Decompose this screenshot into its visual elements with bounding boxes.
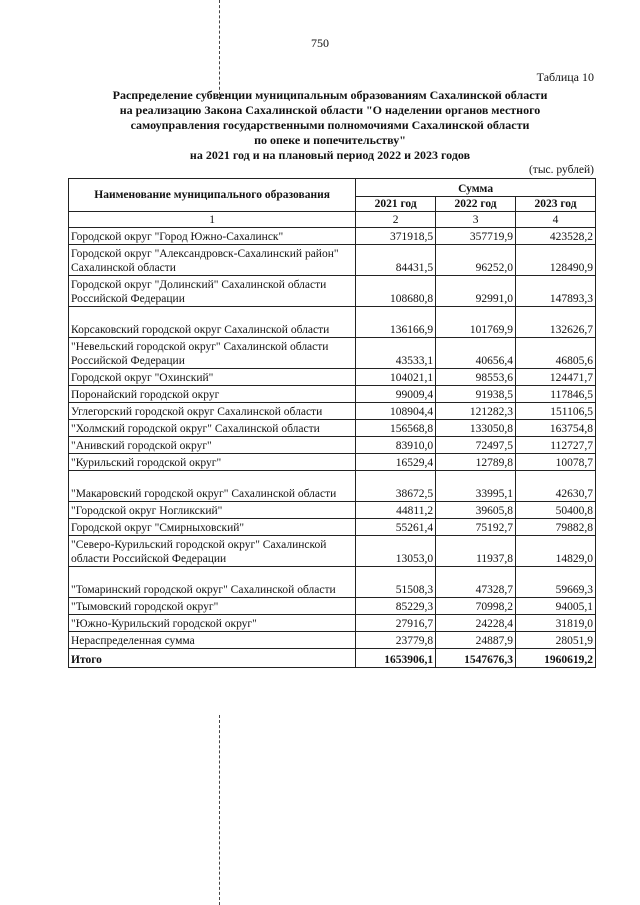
table-row bbox=[69, 502, 596, 519]
title-line: Распределение субвенции муниципальным образованиям Сахалинской области bbox=[112, 88, 548, 102]
amount-cell: 96252,0 bbox=[436, 245, 516, 276]
column-index: 4 bbox=[516, 212, 596, 228]
table-row bbox=[69, 228, 596, 245]
page-number: 750 bbox=[311, 36, 329, 50]
amount-cell: 10078,7 bbox=[516, 454, 596, 471]
amount-cell: 371918,5 bbox=[356, 228, 436, 245]
municipality-name: "Макаровский городской округ" Сахалинской области bbox=[69, 471, 356, 502]
title-line: по опеке и попечительству" bbox=[254, 133, 406, 147]
table-row bbox=[69, 536, 596, 567]
amount-cell: 27916,7 bbox=[356, 615, 436, 632]
amount-cell: 108680,8 bbox=[356, 276, 436, 307]
amount-cell: 133050,8 bbox=[436, 420, 516, 437]
table-row bbox=[69, 598, 596, 615]
table-row bbox=[69, 567, 596, 598]
amount-cell: 50400,8 bbox=[516, 502, 596, 519]
header-sum: Сумма bbox=[356, 179, 596, 197]
amount-cell: 28051,9 bbox=[516, 632, 596, 649]
units-label: (тыс. рублей) bbox=[528, 164, 594, 176]
header-year: 2022 год bbox=[436, 197, 516, 212]
table-row bbox=[69, 307, 596, 338]
amount-cell: 98553,6 bbox=[436, 369, 516, 386]
amount-cell: 136166,9 bbox=[356, 307, 436, 338]
amount-cell: 70998,2 bbox=[436, 598, 516, 615]
amount-cell: 75192,7 bbox=[436, 519, 516, 536]
amount-cell: 91938,5 bbox=[436, 386, 516, 403]
header-year: 2021 год bbox=[356, 197, 436, 212]
amount-cell: 55261,4 bbox=[356, 519, 436, 536]
table-row bbox=[69, 615, 596, 632]
amount-cell: 79882,8 bbox=[516, 519, 596, 536]
amount-cell: 101769,9 bbox=[436, 307, 516, 338]
amount-cell: 40656,4 bbox=[436, 338, 516, 369]
amount-cell: 44811,2 bbox=[356, 502, 436, 519]
header-year: 2023 год bbox=[516, 197, 596, 212]
amount-cell: 163754,8 bbox=[516, 420, 596, 437]
amount-cell: 72497,5 bbox=[436, 437, 516, 454]
municipality-name: Городской округ "Александровск-Сахалинский район" Сахалинской области bbox=[69, 245, 356, 276]
amount-cell: 39605,8 bbox=[436, 502, 516, 519]
municipality-name: Городской округ "Долинский" Сахалинской области Российской Федерации bbox=[69, 276, 356, 307]
column-index: 1 bbox=[69, 212, 356, 228]
municipality-name: Углегорский городской округ Сахалинской области bbox=[69, 403, 356, 420]
amount-cell: 423528,2 bbox=[516, 228, 596, 245]
amount-cell: 59669,3 bbox=[516, 567, 596, 598]
amount-cell: 31819,0 bbox=[516, 615, 596, 632]
amount-cell: 147893,3 bbox=[516, 276, 596, 307]
column-index: 2 bbox=[356, 212, 436, 228]
table-body bbox=[69, 228, 596, 649]
amount-cell: 92991,0 bbox=[436, 276, 516, 307]
amount-cell: 124471,7 bbox=[516, 369, 596, 386]
municipality-name: "Холмский городской округ" Сахалинской области bbox=[69, 420, 356, 437]
amount-cell: 14829,0 bbox=[516, 536, 596, 567]
amount-cell: 117846,5 bbox=[516, 386, 596, 403]
amount-cell: 24887,9 bbox=[436, 632, 516, 649]
amount-cell: 121282,3 bbox=[436, 403, 516, 420]
amount-cell: 16529,4 bbox=[356, 454, 436, 471]
municipality-name: "Курильский городской округ" bbox=[69, 454, 356, 471]
amount-cell: 156568,8 bbox=[356, 420, 436, 437]
table-row bbox=[69, 471, 596, 502]
table-row bbox=[69, 403, 596, 420]
table-row bbox=[69, 420, 596, 437]
municipality-name: Городской округ "Город Южно-Сахалинск" bbox=[69, 228, 356, 245]
amount-cell: 38672,5 bbox=[356, 471, 436, 502]
municipality-name: Городской округ "Охинский" bbox=[69, 369, 356, 386]
table-row bbox=[69, 632, 596, 649]
amount-cell: 83910,0 bbox=[356, 437, 436, 454]
amount-cell: 11937,8 bbox=[436, 536, 516, 567]
amount-cell: 47328,7 bbox=[436, 567, 516, 598]
table-row bbox=[69, 454, 596, 471]
title-line: на реализацию Закона Сахалинской области "О наделении органов местного bbox=[119, 103, 541, 117]
total-value: 1960619,2 bbox=[516, 649, 596, 668]
total-row bbox=[69, 649, 596, 668]
municipality-name: "Томаринский городской округ" Сахалинской области bbox=[69, 567, 356, 598]
municipality-name: Городской округ "Смирныховский" bbox=[69, 519, 356, 536]
subvention-table bbox=[68, 178, 596, 668]
column-index: 3 bbox=[436, 212, 516, 228]
amount-cell: 13053,0 bbox=[356, 536, 436, 567]
municipality-name: Корсаковский городской округ Сахалинской области bbox=[69, 307, 356, 338]
municipality-name: "Северо-Курильский городской округ" Сахалинской области Российской Федерации bbox=[69, 536, 356, 567]
table-row bbox=[69, 437, 596, 454]
title-line: на 2021 год и на плановый период 2022 и 2023 годов bbox=[189, 148, 471, 162]
municipality-name: "Невельский городской округ" Сахалинской области Российской Федерации bbox=[69, 338, 356, 369]
header-name: Наименование муниципального образования bbox=[69, 179, 356, 212]
amount-cell: 23779,8 bbox=[356, 632, 436, 649]
amount-cell: 128490,9 bbox=[516, 245, 596, 276]
amount-cell: 112727,7 bbox=[516, 437, 596, 454]
amount-cell: 84431,5 bbox=[356, 245, 436, 276]
amount-cell: 99009,4 bbox=[356, 386, 436, 403]
title-line: самоуправления государственными полномочиями Сахалинской области bbox=[130, 118, 530, 132]
municipality-name: "Южно-Курильский городской округ" bbox=[69, 615, 356, 632]
scan-fold-line-bottom bbox=[219, 715, 220, 905]
total-label: Итого bbox=[69, 649, 356, 668]
municipality-name: "Анивский городской округ" bbox=[69, 437, 356, 454]
total-value: 1547676,3 bbox=[436, 649, 516, 668]
amount-cell: 151106,5 bbox=[516, 403, 596, 420]
amount-cell: 357719,9 bbox=[436, 228, 516, 245]
municipality-name: Нераспределенная сумма bbox=[69, 632, 356, 649]
table-row bbox=[69, 245, 596, 276]
amount-cell: 94005,1 bbox=[516, 598, 596, 615]
municipality-name: Поронайский городской округ bbox=[69, 386, 356, 403]
table-row bbox=[69, 276, 596, 307]
table-row bbox=[69, 369, 596, 386]
amount-cell: 132626,7 bbox=[516, 307, 596, 338]
table-row bbox=[69, 338, 596, 369]
table-label: Таблица 10 bbox=[536, 70, 594, 84]
amount-cell: 42630,7 bbox=[516, 471, 596, 502]
amount-cell: 85229,3 bbox=[356, 598, 436, 615]
amount-cell: 33995,1 bbox=[436, 471, 516, 502]
amount-cell: 24228,4 bbox=[436, 615, 516, 632]
document-title bbox=[60, 88, 600, 163]
amount-cell: 108904,4 bbox=[356, 403, 436, 420]
amount-cell: 104021,1 bbox=[356, 369, 436, 386]
table-row bbox=[69, 519, 596, 536]
amount-cell: 51508,3 bbox=[356, 567, 436, 598]
total-value: 1653906,1 bbox=[356, 649, 436, 668]
table-row bbox=[69, 386, 596, 403]
amount-cell: 46805,6 bbox=[516, 338, 596, 369]
amount-cell: 12789,8 bbox=[436, 454, 516, 471]
municipality-name: "Городской округ Ногликский" bbox=[69, 502, 356, 519]
amount-cell: 43533,1 bbox=[356, 338, 436, 369]
municipality-name: "Тымовский городской округ" bbox=[69, 598, 356, 615]
